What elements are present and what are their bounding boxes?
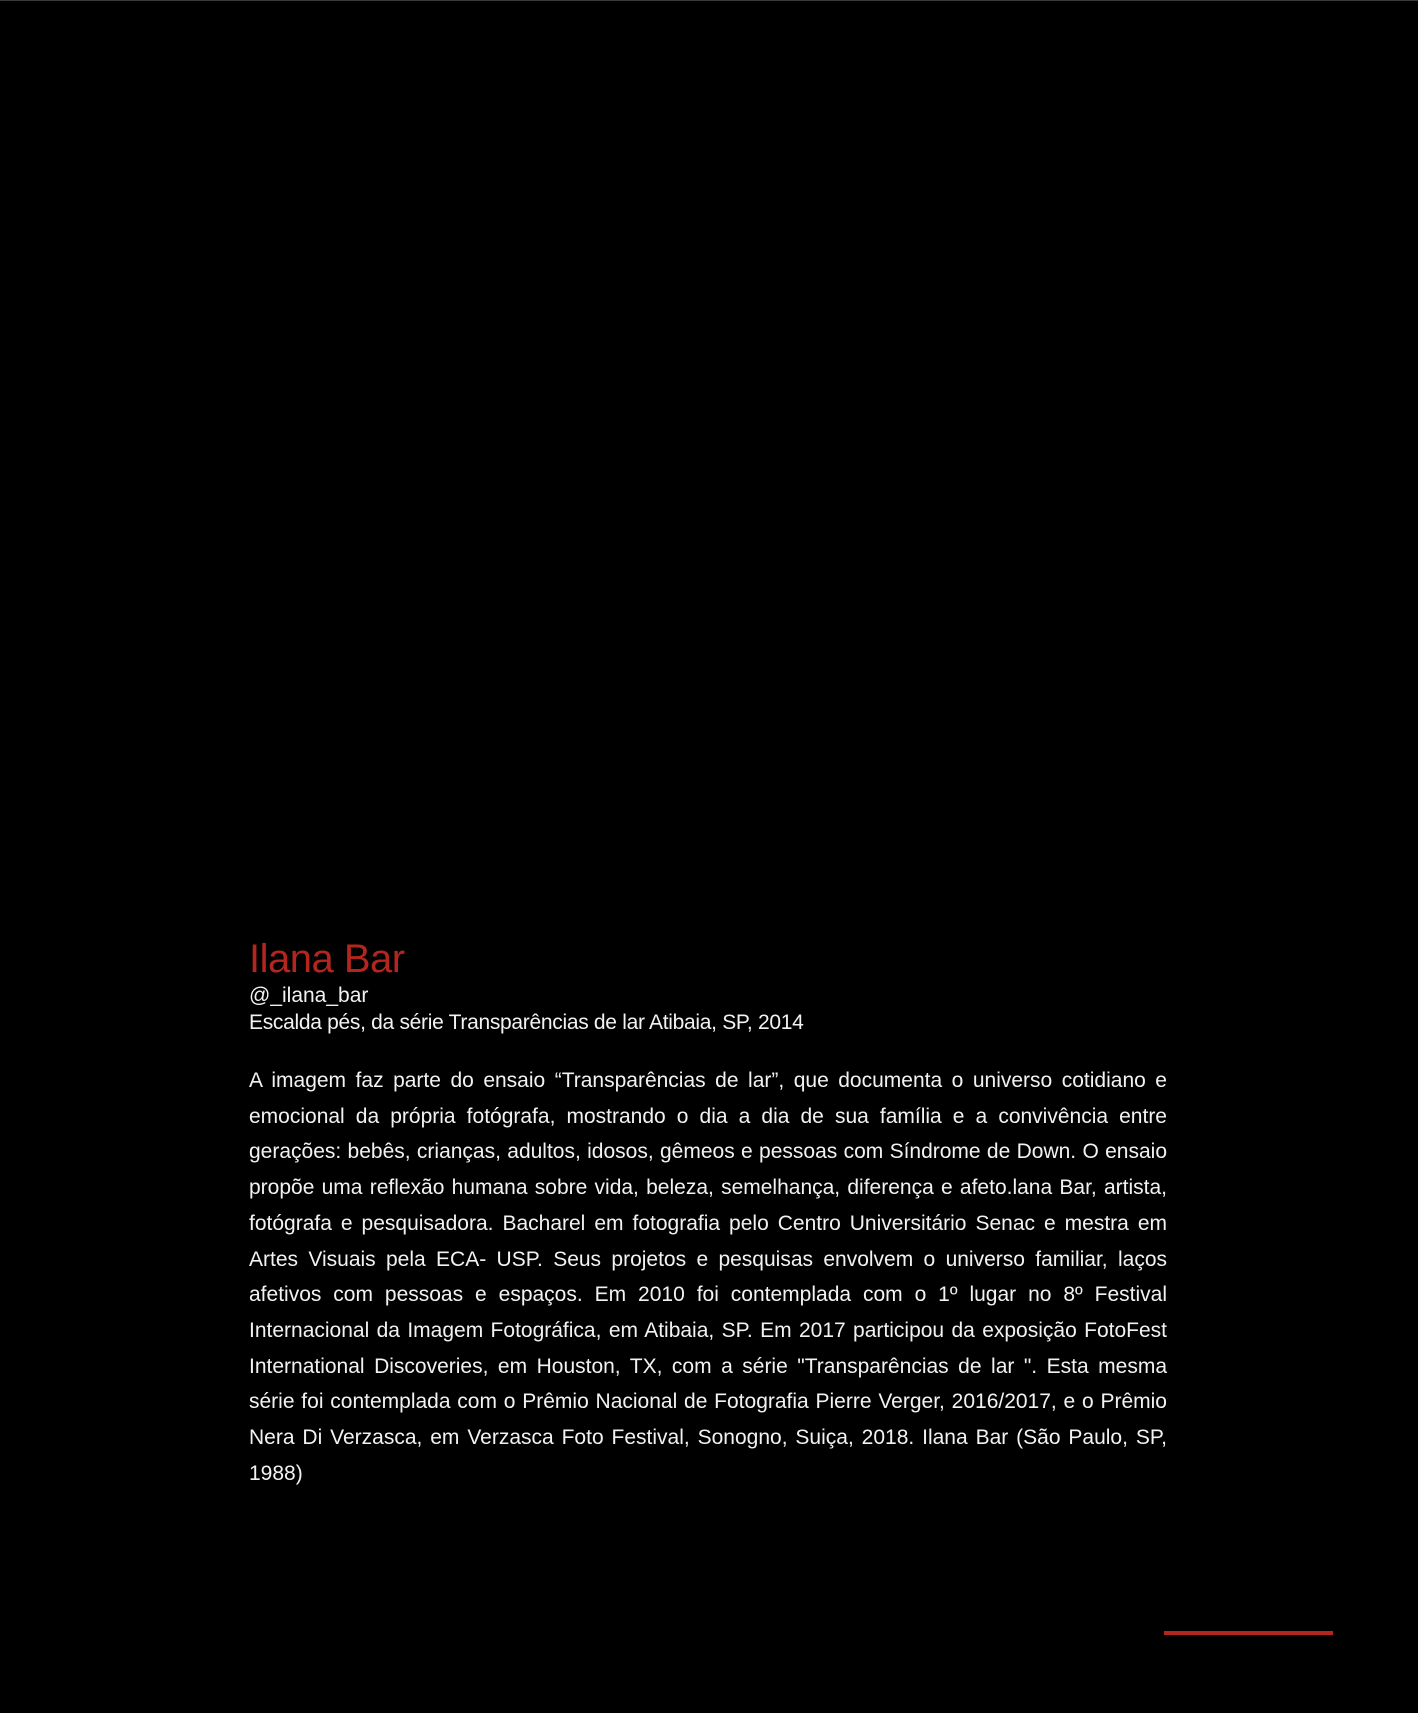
accent-line [1164, 1631, 1333, 1635]
artist-info-block [249, 936, 1167, 1491]
artist-handle: @_ilana_bar [249, 984, 369, 1007]
artist-name: Ilana Bar [249, 937, 405, 981]
work-title: Escalda pés, da série Transparências de lar Atibaia, SP, 2014 [249, 1011, 804, 1034]
artist-description: A imagem faz parte do ensaio “Transparências de lar”, que documenta o universo cotidiano e emocional da própria fotógrafa, mostrando o dia a dia de sua família e a convivência entre gerações: bebês, crianças, adultos, idosos, gêmeos e pessoas com Síndrome de Down. O ensaio propõe uma reflexão humana sobre vida, beleza, semelhança, diferença e afeto.lana Bar, artista, fotógrafa e pesquisadora. Bacharel em fotografia pelo Centro Universitário Senac e mestra em Artes Visuais pela ECA- USP. Seus projetos e pesquisas envolvem o universo familiar, laços afetivos com pessoas e espaços. Em 2010 foi contemplada com o 1º lugar no 8º Festival Internacional da Imagem Fotográfica, em Atibaia, SP. Em 2017 participou da exposição FotoFest International Discoveries, em Houston, TX, com a série "Transparências de lar ". Esta mesma série foi contemplada com o Prêmio Nacional de Fotografia Pierre Verger, 2016/2017, e o Prêmio Nera Di Verzasca, em Verzasca Foto Festival, Sonogno, Suiça, 2018. Ilana Bar (São Paulo, SP, 1988) [249, 1069, 1167, 1485]
